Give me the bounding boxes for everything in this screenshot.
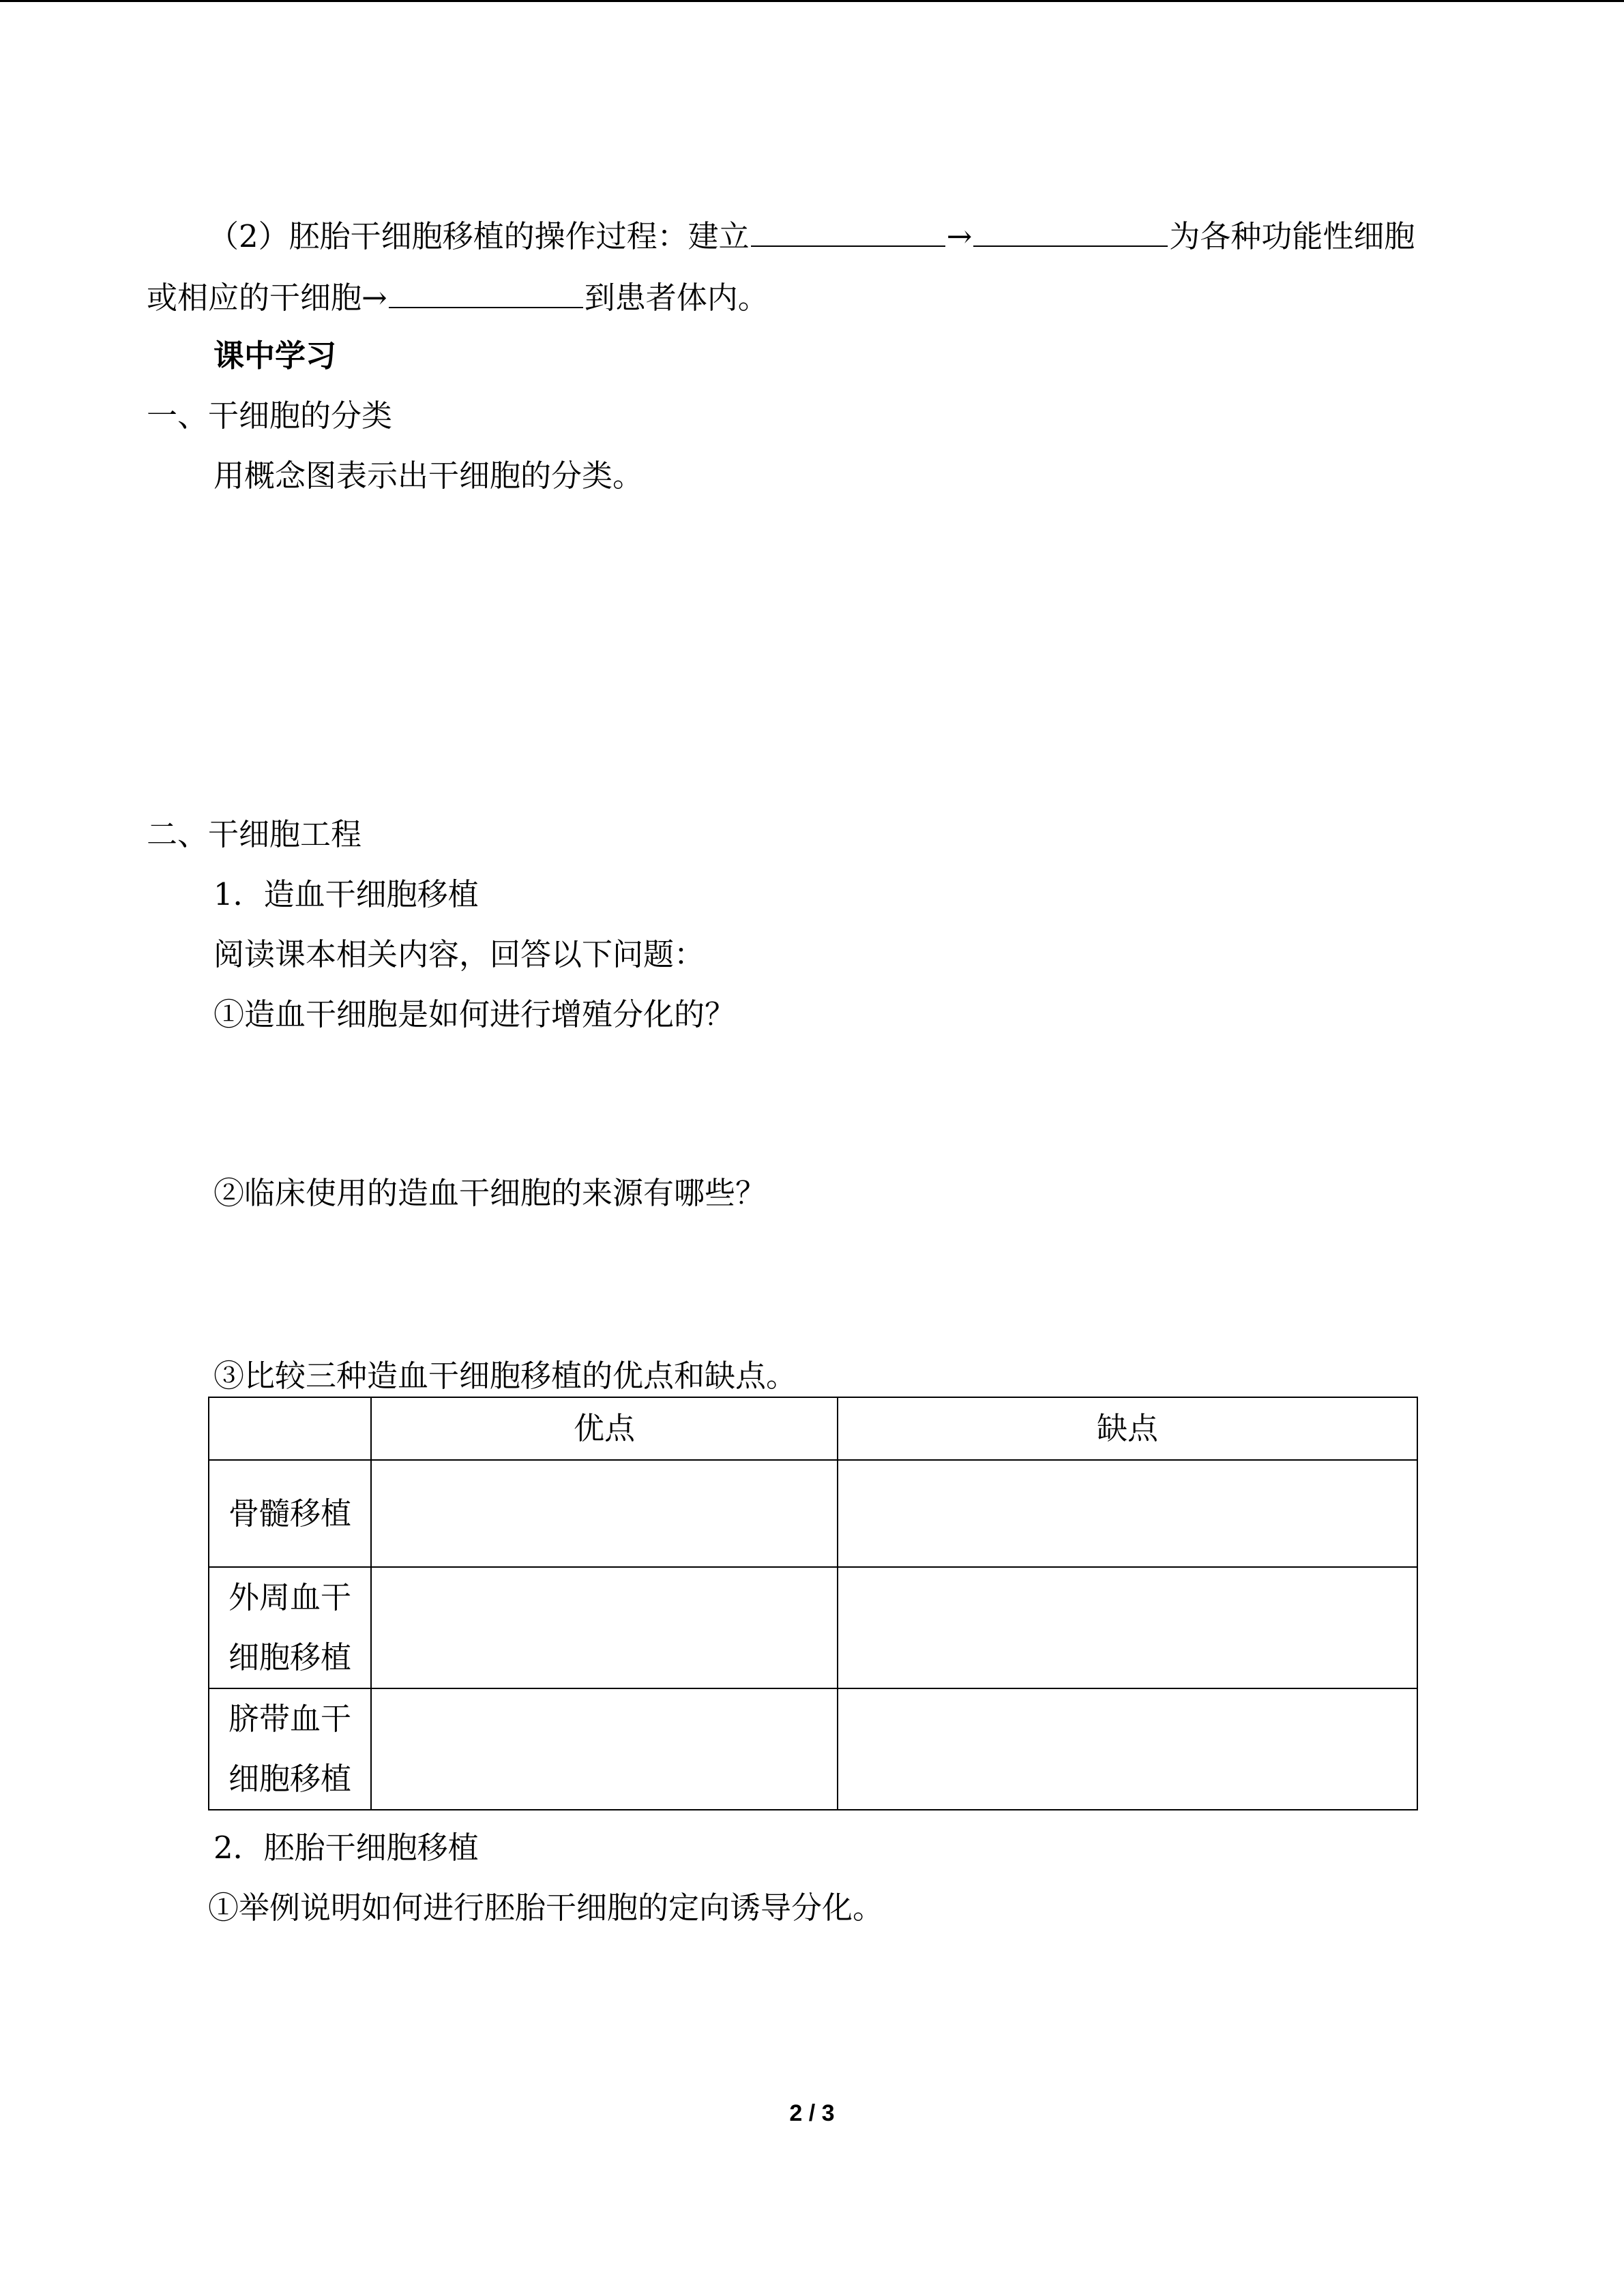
disadvantages-cell[interactable]: [838, 1567, 1417, 1688]
table-header-disadvantages: 缺点: [838, 1397, 1417, 1460]
question-1-answer-area[interactable]: [213, 1043, 1475, 1180]
table-row: [209, 1567, 1417, 1688]
fill-blank-3[interactable]: [389, 277, 583, 308]
fill-blank-2[interactable]: [973, 215, 1168, 247]
row-label-bone-marrow: [209, 1460, 371, 1567]
sub2-question-1-answer-area[interactable]: [208, 1937, 1470, 2073]
row-label-line1: 骨髓移植: [228, 1495, 351, 1532]
intro-line-1-suffix: 为各种功能性细胞: [1169, 218, 1415, 254]
part1-task: 用概念图表示出干细胞的分类。: [213, 458, 644, 494]
intro-line-2-suffix: 到患者体内。: [584, 280, 769, 316]
row-label-line1: 脐带血干: [228, 1701, 351, 1737]
table-header-advantages: 优点: [371, 1397, 838, 1460]
fill-blank-1[interactable]: [751, 215, 945, 247]
sub2-question-1: ①举例说明如何进行胚胎干细胞的定向诱导分化。: [208, 1890, 884, 1926]
table-header-row: [209, 1397, 1417, 1460]
question-2: ②临床使用的造血干细胞的来源有哪些？: [213, 1175, 767, 1211]
question-2-answer-area[interactable]: [213, 1222, 1475, 1345]
page-top-border: [0, 0, 1624, 2]
table-row: [209, 1688, 1417, 1810]
advantages-cell[interactable]: [371, 1460, 838, 1567]
disadvantages-cell[interactable]: [838, 1460, 1417, 1567]
intro-line-1-prefix: （2）胚胎干细胞移植的操作过程：建立: [208, 218, 750, 254]
intro-line-2: [147, 277, 769, 317]
page-number: 2 / 3: [789, 2100, 835, 2126]
advantages-cell[interactable]: [371, 1567, 838, 1688]
disadvantages-cell[interactable]: [838, 1688, 1417, 1810]
question-1: ①造血干细胞是如何进行增殖分化的？: [213, 996, 736, 1032]
table-row: [209, 1460, 1417, 1567]
section-heading-in-class: 课中学习: [213, 338, 337, 374]
part2-title: 二、干细胞工程: [147, 816, 362, 852]
intro-line-2-prefix: 或相应的干细胞→: [147, 280, 387, 316]
table-header-blank: [209, 1397, 371, 1460]
row-label-cord-blood: [209, 1688, 371, 1810]
concept-map-answer-area[interactable]: [147, 505, 1477, 805]
row-label-peripheral-blood: [209, 1567, 371, 1688]
part2-sub2-title: 2．胚胎干细胞移植: [213, 1830, 479, 1866]
row-label-line2: 细胞移植: [228, 1639, 351, 1675]
arrow-icon: →: [946, 218, 973, 254]
part1-title: 一、干细胞的分类: [147, 398, 393, 434]
intro-line-1: [208, 215, 1415, 256]
advantages-cell[interactable]: [371, 1688, 838, 1810]
row-label-line1: 外周血干: [228, 1579, 351, 1615]
part2-instruction: 阅读课本相关内容，回答以下问题：: [213, 936, 705, 972]
row-label-line2: 细胞移植: [228, 1761, 351, 1797]
transplant-comparison-table: [208, 1397, 1418, 1810]
question-3: ③比较三种造血干细胞移植的优点和缺点。: [213, 1358, 797, 1394]
part2-sub1-title: 1．造血干细胞移植: [213, 876, 479, 912]
